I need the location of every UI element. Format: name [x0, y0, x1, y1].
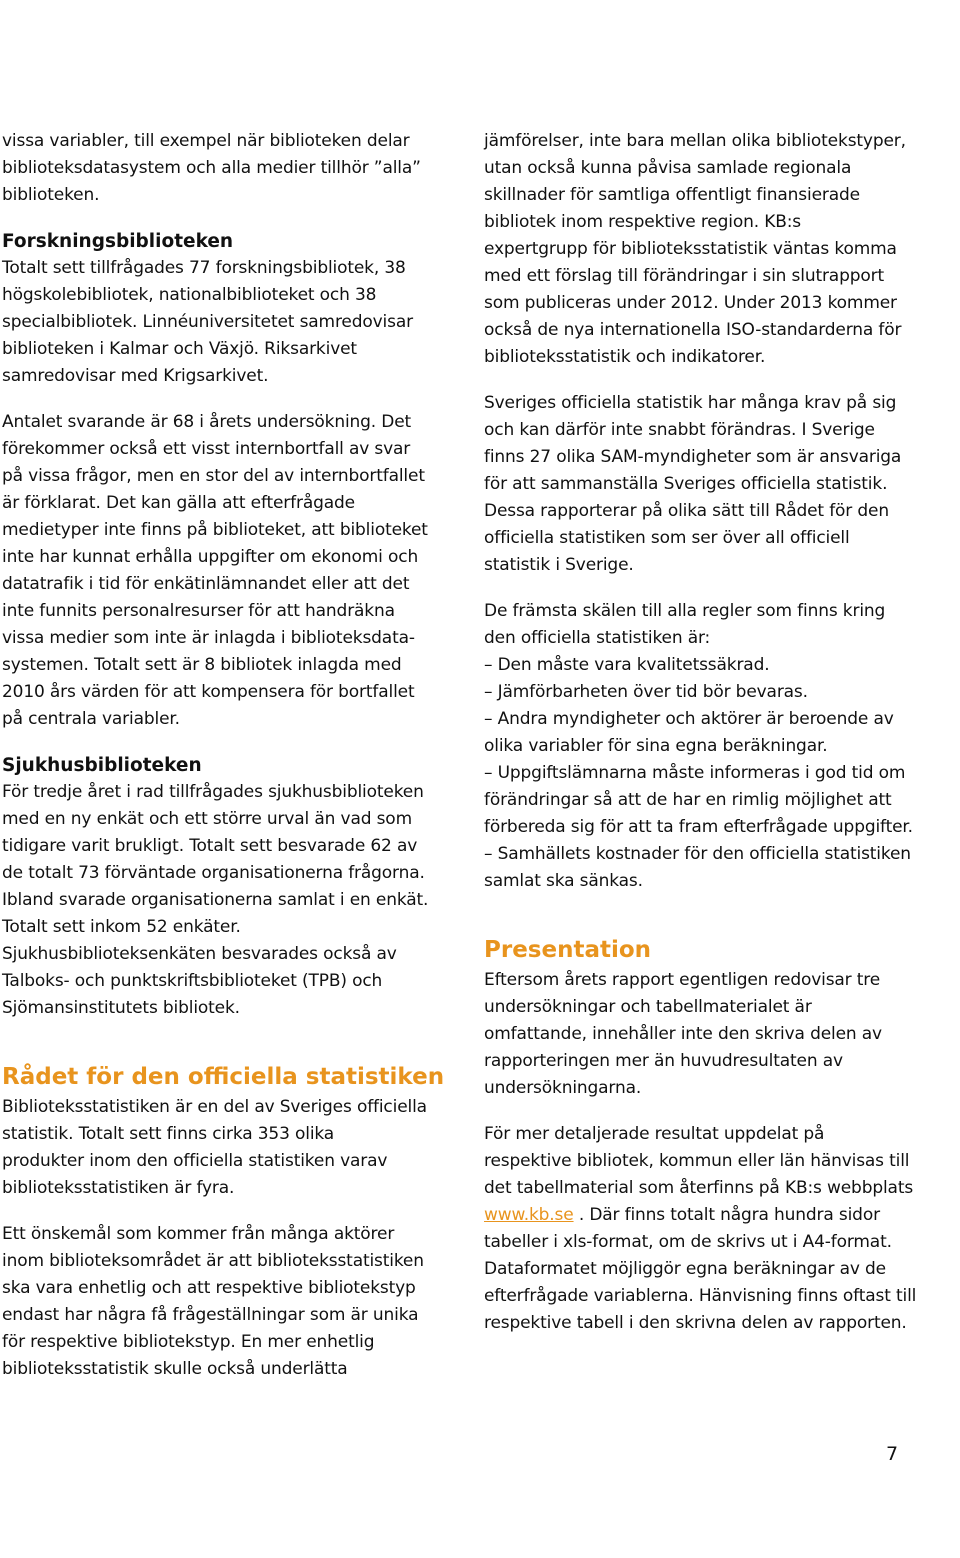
text-line: biblioteksdatasystem och alla medier tillhör ”alla” [2, 158, 421, 178]
section-heading-radet: Rådet för den officiella statistiken [2, 1064, 445, 1090]
text-line: med en ny enkät och ett större urval än vad som [2, 809, 412, 829]
text-fragment: . Där finns totalt några hundra sidor [573, 1205, 880, 1225]
list-item: – Jämförbarheten över tid bör bevaras. [484, 682, 808, 702]
paragraph [2, 1221, 442, 1383]
text-line: för att sammanställa Sveriges officiella statistik. [484, 474, 888, 494]
text-line: inom biblioteksområdet är att biblioteksstatistiken [2, 1251, 424, 1271]
text-line: tabeller i xls-format, om de skrivs ut i A4-format. [484, 1232, 892, 1252]
text-line: finns 27 olika SAM-myndigheter som är ansvariga [484, 447, 902, 467]
text-line: omfattande, innehåller inte den skriva delen av [484, 1024, 882, 1044]
text-line: förändringar så att de har en rimlig möjlighet att [484, 790, 892, 810]
text-line: respektive tabell i den skrivna delen av rapporten. [484, 1313, 907, 1333]
text-line: endast har några få frågeställningar som är unika [2, 1305, 419, 1325]
list-item: – Den måste vara kvalitetssäkrad. [484, 655, 770, 675]
page-number: 7 [886, 1443, 899, 1465]
list-item: – Uppgiftslämnarna måste informeras i god tid om [484, 763, 906, 783]
paragraph [484, 128, 924, 371]
text-line: Dessa rapporterar på olika sätt till Rådet för den [484, 501, 889, 521]
list-item: – Samhällets kostnader för den officiella statistiken [484, 844, 911, 864]
text-line: För tredje året i rad tillfrågades sjukhusbiblioteken [2, 782, 424, 802]
text-line: de totalt 73 förväntade organisationerna frågorna. [2, 863, 425, 883]
text-line: bibliotek inom respektive region. KB:s [484, 212, 801, 232]
text-line: ska vara enhetlig och att respektive bibliotekstyp [2, 1278, 416, 1298]
section-heading-presentation: Presentation [484, 937, 652, 963]
text-line: med ett förslag till förändringar i sin slutrapport [484, 266, 884, 286]
text-line: samlat ska sänkas. [484, 871, 643, 891]
text-line: skillnader för samtliga offentligt finansierade [484, 185, 860, 205]
text-line: datatrafik i tid för enkätinlämnandet eller att det [2, 574, 410, 594]
text-line: officiella statistiken som ser över all officiell [484, 528, 850, 548]
section-heading-sjukhusbiblioteken: Sjukhusbiblioteken [2, 755, 202, 776]
text-line: tidigare varit brukligt. Totalt sett besvarade 62 av [2, 836, 418, 856]
paragraph [2, 1094, 442, 1202]
text-line: Ett önskemål som kommer från många aktörer [2, 1224, 395, 1244]
text-line: på vissa frågor, men en stor del av internbortfallet [2, 466, 425, 486]
text-line: olika variabler för sina egna beräkningar. [484, 736, 828, 756]
text-line: produkter inom den officiella statistiken varav [2, 1151, 388, 1171]
text-line: medietyper inte finns på biblioteket, att biblioteket [2, 520, 428, 540]
paragraph [2, 255, 442, 390]
text-line: Dataformatet möjliggör egna beräkningar av de [484, 1259, 886, 1279]
text-line: är förklarat. Det kan gälla att efterfrågade [2, 493, 355, 513]
text-line: Sjukhusbiblioteksenkäten besvarades också av [2, 944, 397, 964]
text-line: för respektive bibliotekstyp. En mer enhetlig [2, 1332, 375, 1352]
text-line: samredovisar med Krigsarkivet. [2, 366, 269, 386]
text-line: Totalt sett inkom 52 enkäter. [2, 917, 241, 937]
text-line: Eftersom årets rapport egentligen redovisar tre [484, 970, 881, 990]
text-line: förbereda sig för att ta fram efterfrågade uppgifter. [484, 817, 913, 837]
text-line: Talboks- och punktskriftsbiblioteket (TPB) och [2, 971, 383, 991]
text-line: Antalet svarande är 68 i årets undersökning. Det [2, 412, 412, 432]
paragraph [2, 409, 442, 733]
text-line: högskolebibliotek, nationalbiblioteket och 38 [2, 285, 377, 305]
text-line: det tabellmaterial som återfinns på KB:s webbplats [484, 1178, 914, 1198]
text-line: som publiceras under 2012. Under 2013 kommer [484, 293, 897, 313]
text-line: Totalt sett tillfrågades 77 forskningsbibliotek, 38 [2, 258, 406, 278]
left-column [2, 128, 445, 1402]
kb-website-link[interactable]: www.kb.se [484, 1205, 574, 1225]
text-line: jämförelser, inte bara mellan olika bibliotekstyper, [484, 131, 906, 151]
text-line: statistik i Sverige. [484, 555, 634, 575]
text-line: på centrala variabler. [2, 709, 180, 729]
text-line: Biblioteksstatistiken är en del av Sveriges officiella [2, 1097, 427, 1117]
text-line: vissa medier som inte är inlagda i biblioteksdata- [2, 628, 415, 648]
text-line: biblioteksstatistiken är fyra. [2, 1178, 235, 1198]
text-line: förekommer också ett visst internbortfall av svar [2, 439, 411, 459]
paragraph [484, 1121, 924, 1337]
text-line: De främsta skälen till alla regler som finns kring [484, 601, 886, 621]
text-line: expertgrupp för biblioteksstatistik väntas komma [484, 239, 897, 259]
text-line: Sjömansinstitutets bibliotek. [2, 998, 240, 1018]
text-line: 2010 års värden för att kompensera för bortfallet [2, 682, 415, 702]
text-line: rapporteringen mer än huvudresultaten av [484, 1051, 843, 1071]
text-line: inte har kunnat erhålla uppgifter om ekonomi och [2, 547, 419, 567]
text-line: biblioteken i Kalmar och Växjö. Riksarkivet [2, 339, 357, 359]
text-line: inte funnits personalresurser för att handräkna [2, 601, 395, 621]
text-line: statistik. Totalt sett finns cirka 353 olika [2, 1124, 335, 1144]
text-line: undersökningar och tabellmaterialet är [484, 997, 812, 1017]
right-column [484, 128, 924, 1356]
paragraph [484, 967, 924, 1102]
list-item: – Andra myndigheter och aktörer är beroende av [484, 709, 894, 729]
text-line: biblioteksstatistik skulle också underlätta [2, 1359, 348, 1379]
intro-paragraph [2, 128, 442, 209]
text-line: och kan därför inte snabbt förändras. I Sverige [484, 420, 875, 440]
text-line: biblioteksstatistik och indikatorer. [484, 347, 766, 367]
paragraph [484, 390, 924, 579]
text-line: respektive bibliotek, kommun eller län hänvisas till [484, 1151, 910, 1171]
text-line: specialbibliotek. Linnéuniversitetet samredovisar [2, 312, 413, 332]
text-line: undersökningarna. [484, 1078, 642, 1098]
text-line: För mer detaljerade resultat uppdelat på [484, 1124, 825, 1144]
text-line: Ibland svarade organisationerna samlat i en enkät. [2, 890, 429, 910]
text-line: efterfrågade variablerna. Hänvisning finns oftast till [484, 1286, 917, 1306]
text-line: den officiella statistiken är: [484, 628, 711, 648]
paragraph [484, 598, 924, 895]
text-line: Sveriges officiella statistik har många krav på sig [484, 393, 897, 413]
text-line: också de nya internationella ISO-standarderna för [484, 320, 902, 340]
text-line: biblioteken. [2, 185, 100, 205]
paragraph [2, 779, 442, 1022]
text-line: systemen. Totalt sett är 8 bibliotek inlagda med [2, 655, 402, 675]
text-line: utan också kunna påvisa samlade regionala [484, 158, 852, 178]
text-line-with-link [484, 1202, 924, 1229]
text-line: vissa variabler, till exempel när biblioteken delar [2, 131, 410, 151]
section-heading-forskningsbiblioteken: Forskningsbiblioteken [2, 231, 234, 252]
